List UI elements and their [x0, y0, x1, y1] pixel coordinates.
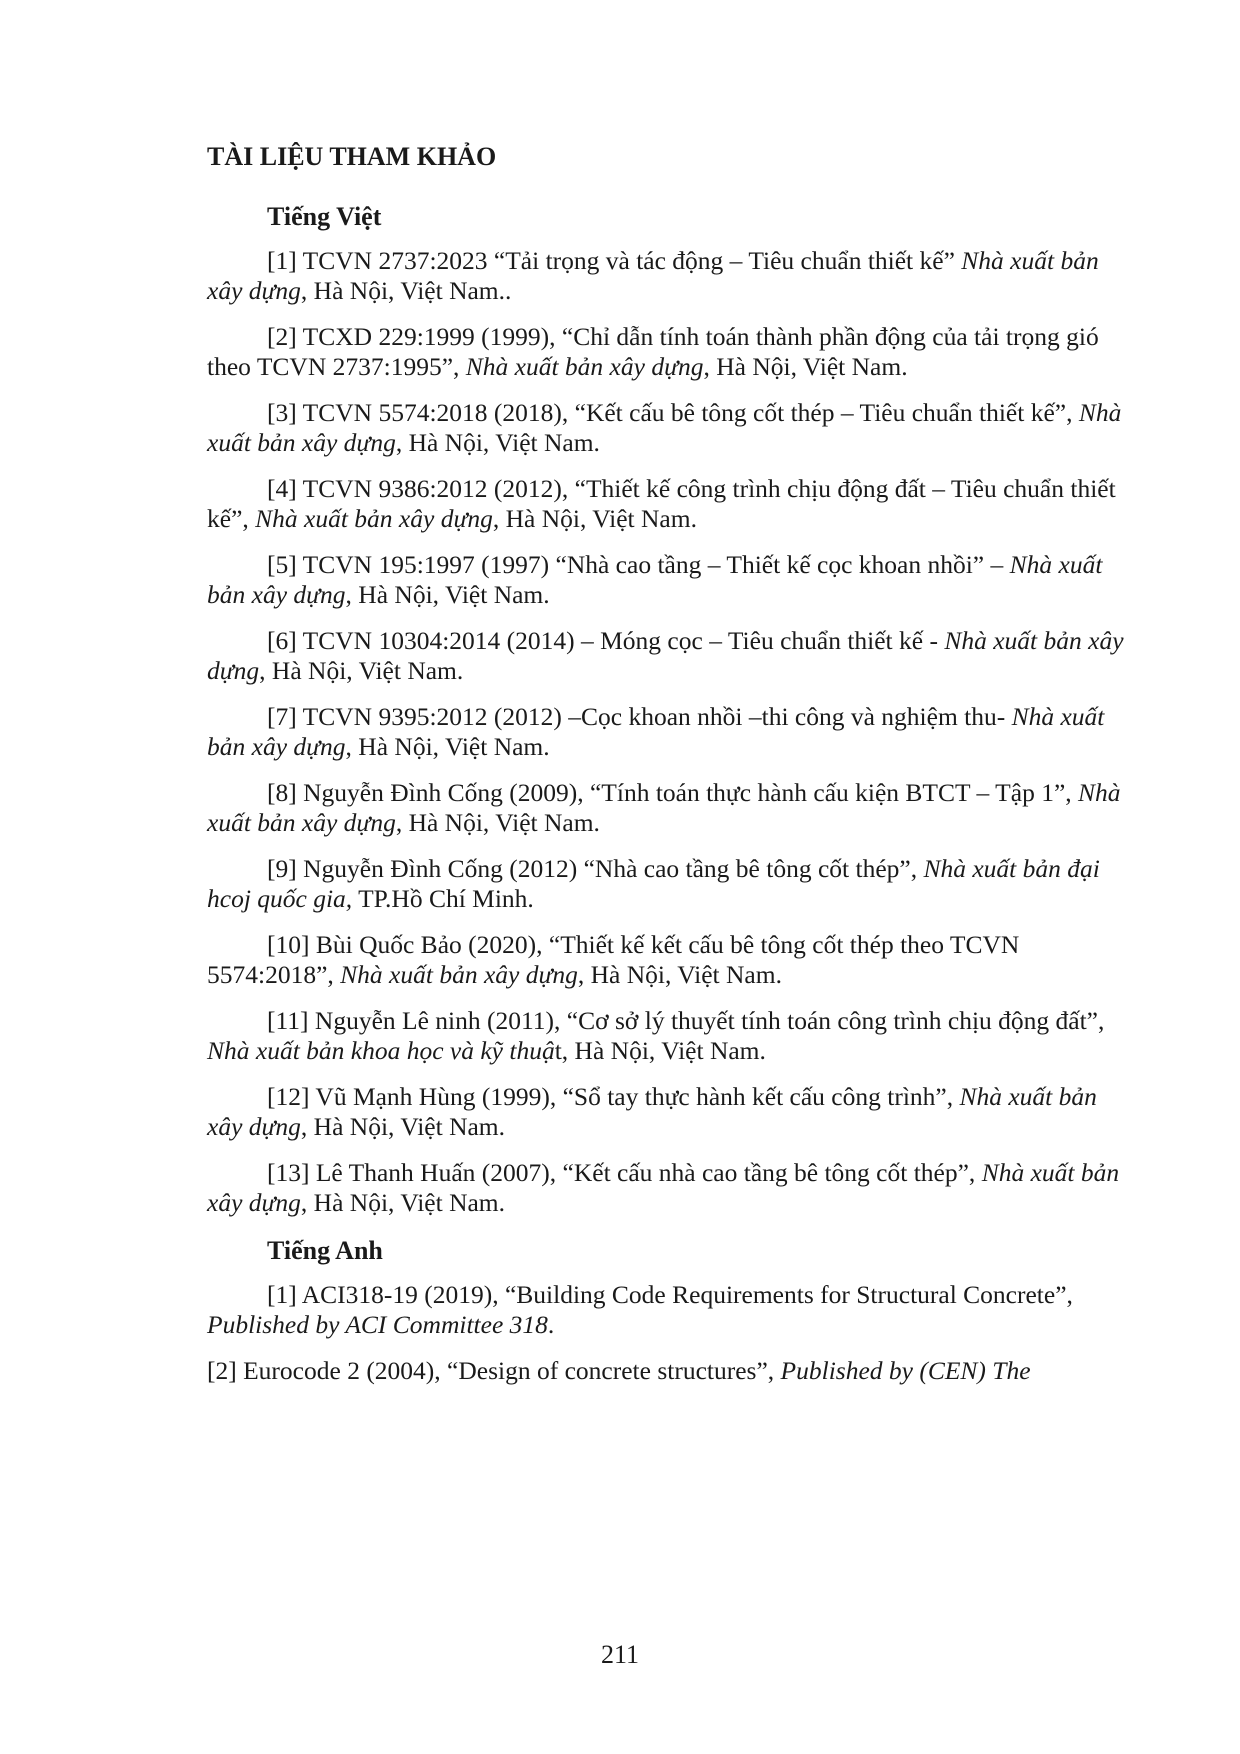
- reference-entry: [6] TCVN 10304:2014 (2014) – Móng cọc – Tiêu chuẩn thiết kế - Nhà xuất bản xây dựng, Hà Nội, Việt Nam.: [207, 626, 1124, 685]
- section-english: [207, 1234, 1127, 1386]
- reference-entry: [13] Lê Thanh Huấn (2007), “Kết cấu nhà cao tầng bê tông cốt thép”, Nhà xuất bản xây dựng, Hà Nội, Việt Nam.: [207, 1158, 1120, 1217]
- reference-entry: [10] Bùi Quốc Bảo (2020), “Thiết kế kết cấu bê tông cốt thép theo TCVN 5574:2018”, Nhà xuất bản xây dựng, Hà Nội, Việt Nam.: [207, 930, 1020, 989]
- reference-entry: [3] TCVN 5574:2018 (2018), “Kết cấu bê tông cốt thép – Tiêu chuẩn thiết kế”, Nhà xuất bản xây dựng, Hà Nội, Việt Nam.: [207, 398, 1122, 457]
- section-vietnamese: [207, 200, 1127, 1218]
- reference-entry: [12] Vũ Mạnh Hùng (1999), “Sổ tay thực hành kết cấu công trình”, Nhà xuất bản xây dựng, Hà Nội, Việt Nam.: [207, 1082, 1097, 1141]
- reference-entry: [4] TCVN 9386:2012 (2012), “Thiết kế công trình chịu động đất – Tiêu chuẩn thiết kế”, Nhà xuất bản xây dựng, Hà Nội, Việt Nam.: [207, 474, 1116, 533]
- reference-entry: [9] Nguyễn Đình Cống (2012) “Nhà cao tầng bê tông cốt thép”, Nhà xuất bản đại hcoj quốc gia, TP.Hồ Chí Minh.: [207, 854, 1100, 913]
- page-number: 211: [600, 1640, 640, 1669]
- section-heading-english: Tiếng Anh: [267, 1236, 383, 1265]
- reference-entry: [11] Nguyễn Lê ninh (2011), “Cơ sở lý thuyết tính toán công trình chịu động đất”, Nhà xuất bản khoa học và kỹ thuật, Hà Nội, Việt Nam.: [207, 1006, 1105, 1065]
- reference-entry: [8] Nguyễn Đình Cống (2009), “Tính toán thực hành cấu kiện BTCT – Tập 1”, Nhà xuất bản xây dựng, Hà Nội, Việt Nam.: [207, 778, 1121, 837]
- page-title: TÀI LIỆU THAM KHẢO: [207, 142, 497, 171]
- reference-entry: [5] TCVN 195:1997 (1997) “Nhà cao tầng – Thiết kế cọc khoan nhồi” – Nhà xuất bản xây dựng, Hà Nội, Việt Nam.: [207, 550, 1103, 609]
- reference-entry: [2] TCXD 229:1999 (1999), “Chỉ dẫn tính toán thành phần động của tải trọng gió theo TCVN 2737:1995”, Nhà xuất bản xây dựng, Hà Nội, Việt Nam.: [207, 322, 1099, 381]
- document-page: [207, 140, 1127, 1402]
- reference-entry: [7] TCVN 9395:2012 (2012) –Cọc khoan nhồi –thi công và nghiệm thu- Nhà xuất bản xây dựng, Hà Nội, Việt Nam.: [207, 702, 1105, 761]
- reference-entry: [1] ACI318-19 (2019), “Building Code Requirements for Structural Concrete”, Published by ACI Committee 318.: [207, 1280, 1073, 1339]
- reference-entry: [2] Eurocode 2 (2004), “Design of concrete structures”, Published by (CEN) The: [207, 1356, 1031, 1385]
- reference-entry: [1] TCVN 2737:2023 “Tải trọng và tác động – Tiêu chuẩn thiết kế” Nhà xuất bản xây dựng, Hà Nội, Việt Nam..: [207, 246, 1099, 305]
- section-heading-vietnamese: Tiếng Việt: [267, 202, 382, 231]
